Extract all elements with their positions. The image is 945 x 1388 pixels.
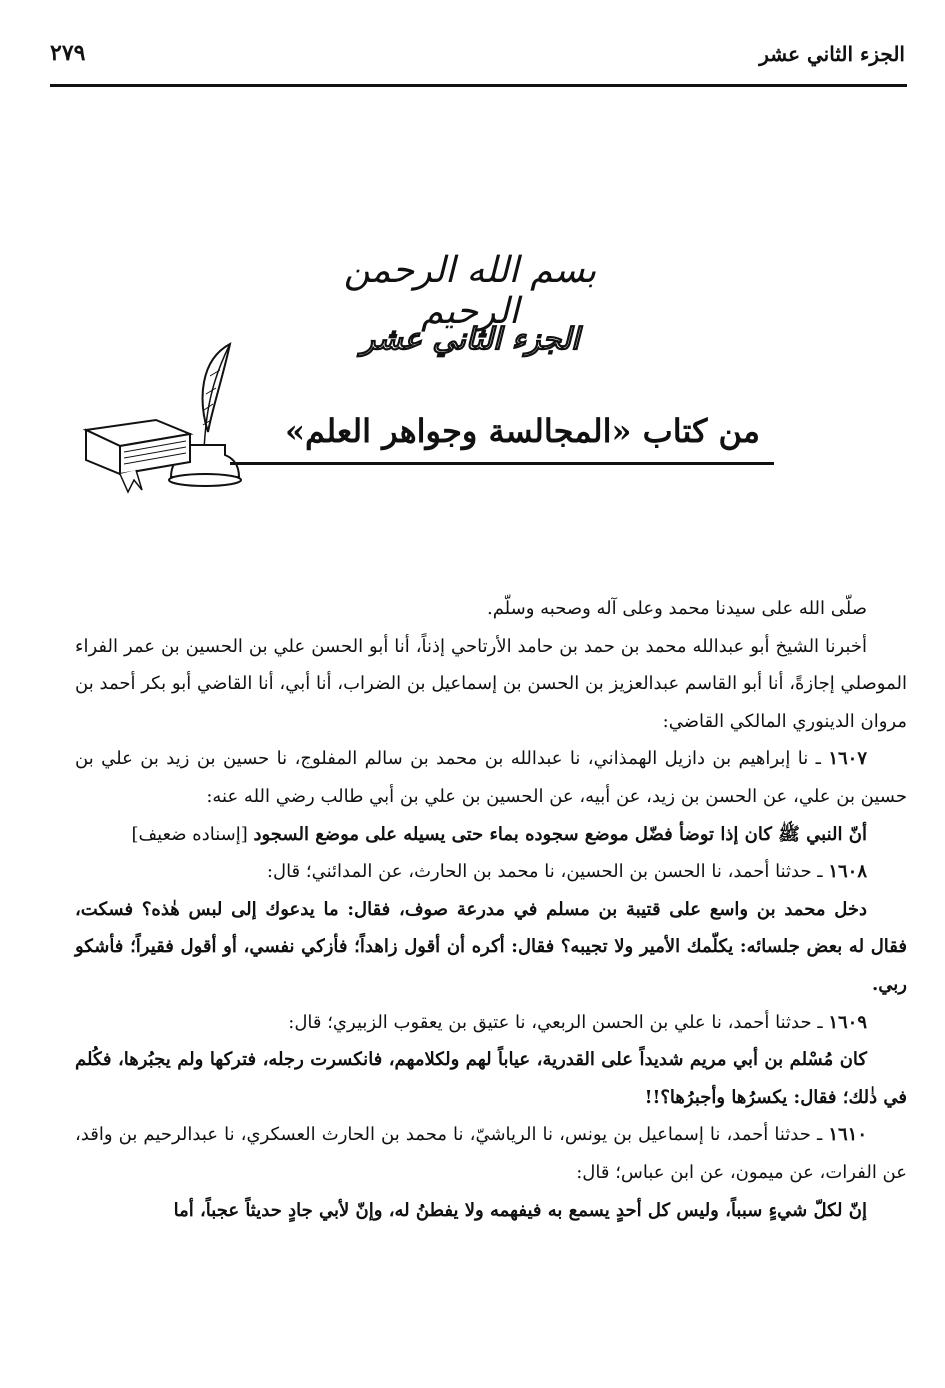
page-number: ٢٧٩ [50,40,86,66]
hadith-1608 [75,853,907,891]
hadith-isnad: ـ نا إبراهيم بن دازيل الهمذاني، نا عبدالله بن محمد بن سالم المفلوج، نا حسين بن زيد بن علي بن حسين بن علي، عن الحسن بن زيد، عن أبيه، عن الحسين بن علي بن أبي طالب رضي الله عنه: [75,748,907,807]
hadith-1607-text [75,816,907,854]
hadith-isnad: ـ حدثنا أحمد، نا علي بن الحسن الربعي، نا عتيق بن يعقوب الزبيري؛ قال: [288,1011,823,1033]
hadith-1609-text: كان مُسْلم بن أبي مريم شديداً على القدرية، عياباً لهم ولكلامهم، فانكسرت رجله، فتركها ولم يجبُرها، فكُلم في ذٰلك؛ فقال: يكسرُها وأجبرُها؟!! [75,1049,907,1108]
page-header [50,36,905,76]
hadith-1610-text: إنّ لكلّ شيءٍ سبباً، وليس كل أحدٍ يسمع به فيفهمه ولا يفطنُ له، وإنّ لأبي جادٍ حديثاً عجباً، أما [173,1199,867,1221]
hadith-1610 [75,1116,907,1191]
hadith-isnad: ـ حدثنا أحمد، نا إسماعيل بن يونس، نا الرياشيّ، نا محمد بن الحارث العسكري، نا عبدالرحيم بن واقد، عن الفرات، عن ميمون، عن ابن عباس؛ قال: [75,1124,907,1183]
part-heading: الجزء الثاني عشر [360,322,580,357]
book-title: من كتاب «المجالسة وجواهر العلم» [285,412,760,450]
header-rule [50,84,907,87]
hadith-1608-text: دخل محمد بن واسع على قتيبة بن مسلم في مدرعة صوف، فقال: ما يدعوك إلى لبس هٰذه؟ فسكت، فقال له بعض جلسائه: يكلّمك الأمير ولا تجيبه؟ فقال: أكره أن أقول زاهداً؛ فأزكي نفسي، أو أقول فقيراً؛ فأشكو ربي. [75,898,907,995]
hadith-number: ١٦٠٨ [828,861,867,883]
book-quill-inkwell-icon [80,340,250,500]
hadith-matn: أنّ النبي ﷺ كان إذا توضأ فضّل موضع سجوده بماء حتى يسيله على موضع السجود [253,823,867,845]
title-rule [230,462,774,465]
main-text [75,590,907,1229]
hadith-grade: [إسناده ضعيف] [131,823,248,845]
hadith-1607 [75,740,907,815]
hadith-number: ١٦٠٩ [828,1011,867,1033]
hadith-number: ١٦١٠ [828,1124,867,1146]
hadith-number: ١٦٠٧ [828,748,867,770]
paragraph-salutation: صلّى الله على سيدنا محمد وعلى آله وصحبه وسلّم. [486,598,867,619]
hadith-isnad: ـ حدثنا أحمد، نا الحسن بن الحسين، نا محمد بن الحارث، عن المدائني؛ قال: [266,861,823,883]
basmala: بسم الله الرحمن الرحيم [343,250,597,332]
running-title: الجزء الثاني عشر [759,42,905,66]
paragraph-chain-of-transmission: أخبرنا الشيخ أبو عبدالله محمد بن حمد بن حامد الأرتاحي إذناً، أنا أبو الحسن علي بن الحسين بن عمر الفراء الموصلي إجازةً، أنا أبو القاسم عبدالعزيز بن الحسن بن إسماعيل بن الضراب، أنا أبي، أنا القاضي أبو بكر أحمد بن مروان الدينوري المالكي القاضي: [75,635,907,732]
hadith-1609 [75,1004,907,1042]
